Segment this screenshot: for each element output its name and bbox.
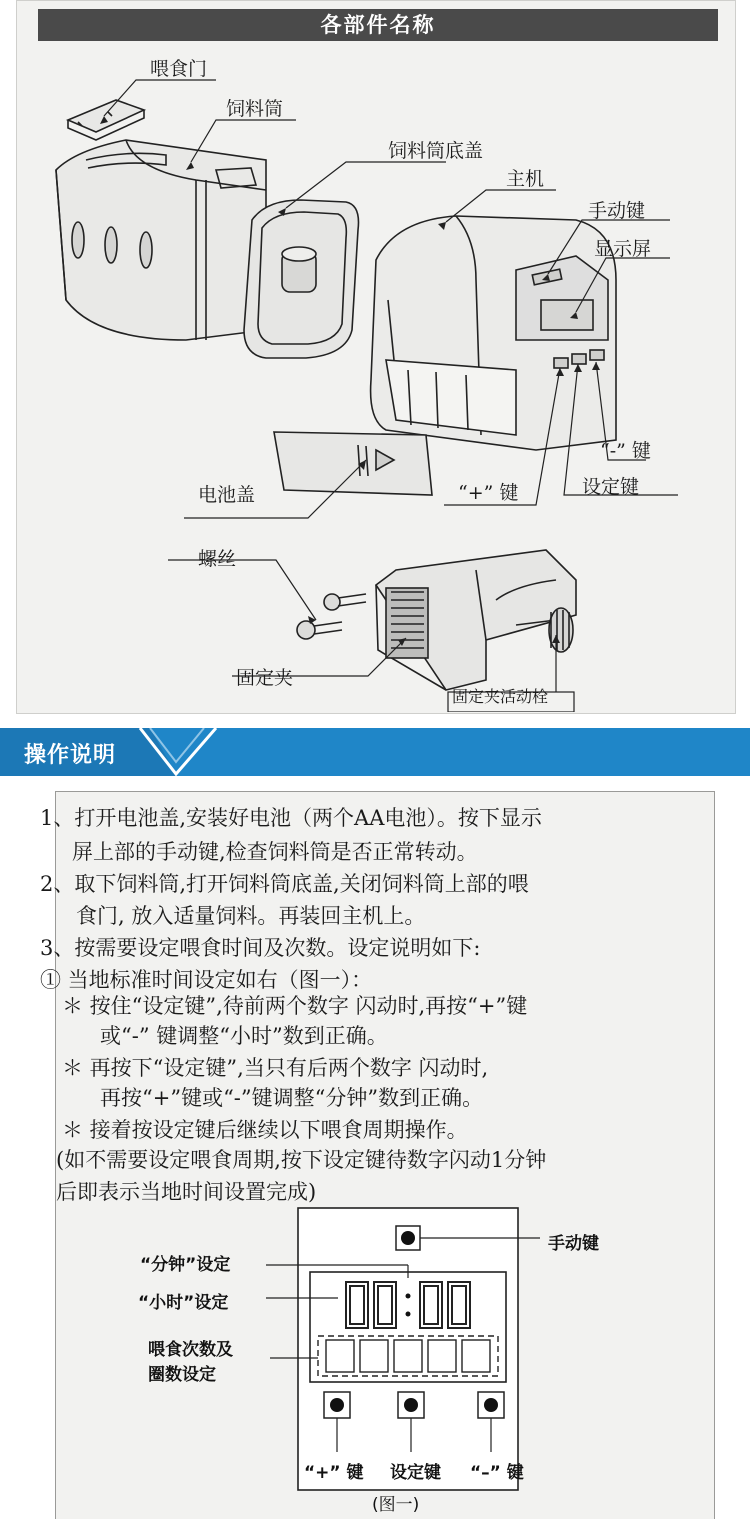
label-manual-key: 手动键 (588, 200, 646, 222)
figure-display-digits (346, 1282, 472, 1328)
figure-caption: (图一) (372, 1495, 420, 1515)
section-title: 操作说明 (24, 743, 117, 768)
ops-line: ＊ 按住“设定键”,待前两个数字 闪动时,再按“+”键 (62, 994, 528, 1018)
ops-line: ＊ 接着按设定键后继续以下喂食周期操作。 (62, 1118, 468, 1142)
figure-label-set-key: 设定键 (390, 1463, 441, 1483)
ops-line: 屏上部的手动键,检查饲料筒是否正常转动。 (72, 840, 478, 864)
parts-title: 各部件名称 (38, 9, 718, 41)
ops-line: ＊ 再按下“设定键”,当只有后两个数字 闪动时, (62, 1056, 489, 1080)
label-main-unit: 主机 (506, 168, 545, 190)
label-clamp-bolt: 固定夹活动栓 (452, 687, 549, 706)
label-hopper: 饲料筒 (226, 98, 284, 120)
label-screw: 螺丝 (198, 548, 237, 570)
ops-line: 或“-” 键调整“小时”数到正确。 (100, 1024, 388, 1048)
figure-label-manual-key: 手动键 (548, 1234, 599, 1254)
figure-label-minute-set: “分钟”设定 (140, 1255, 231, 1275)
ops-line: 1、打开电池盖,安装好电池（两个AA电池）。按下显示 (40, 806, 542, 830)
figure-label-count-set-line2: 圈数设定 (148, 1365, 216, 1385)
ops-line: 后即表示当地时间设置完成) (56, 1180, 317, 1204)
label-display: 显示屏 (594, 238, 652, 260)
label-feed-door: 喂食门 (150, 58, 208, 80)
main-unit-illustration (371, 216, 616, 450)
hopper-illustration (56, 140, 266, 340)
ops-line: (如不需要设定喂食周期,按下设定键待数字闪动1分钟 (56, 1148, 547, 1172)
ops-line: 食门, 放入适量饲料。再装回主机上。 (76, 904, 426, 928)
ops-line: 再按“+”键或“-”键调整“分钟”数到正确。 (100, 1086, 484, 1110)
parts-exploded-diagram (16, 40, 734, 712)
battery-cover-illustration (274, 432, 432, 495)
label-minus-key: “-” 键 (600, 440, 651, 462)
figure-label-hour-set: “小时”设定 (138, 1293, 229, 1313)
ops-line: 2、取下饲料筒,打开饲料筒底盖,关闭饲料筒上部的喂 (40, 872, 529, 896)
figure-label-plus-key: “+” 键 (304, 1463, 364, 1483)
label-plus-key: “+” 键 (458, 482, 519, 504)
figure-label-minus-key: “–” 键 (470, 1463, 524, 1483)
hopper-cover-illustration (244, 200, 359, 358)
label-set-key: 设定键 (582, 476, 640, 498)
label-battery-cover: 电池盖 (198, 484, 256, 506)
clamp-illustration (376, 550, 576, 690)
control-panel-figure (0, 1200, 750, 1518)
ops-line: 3、按需要设定喂食时间及次数。设定说明如下: (40, 936, 481, 960)
ops-line: ① 当地标准时间设定如右（图一）： (40, 968, 373, 992)
screws-illustration (297, 594, 366, 639)
label-hopper-cover: 饲料筒底盖 (388, 140, 484, 162)
figure-label-count-set-line1: 喂食次数及 (148, 1340, 233, 1360)
label-clamp: 固定夹 (236, 667, 294, 689)
